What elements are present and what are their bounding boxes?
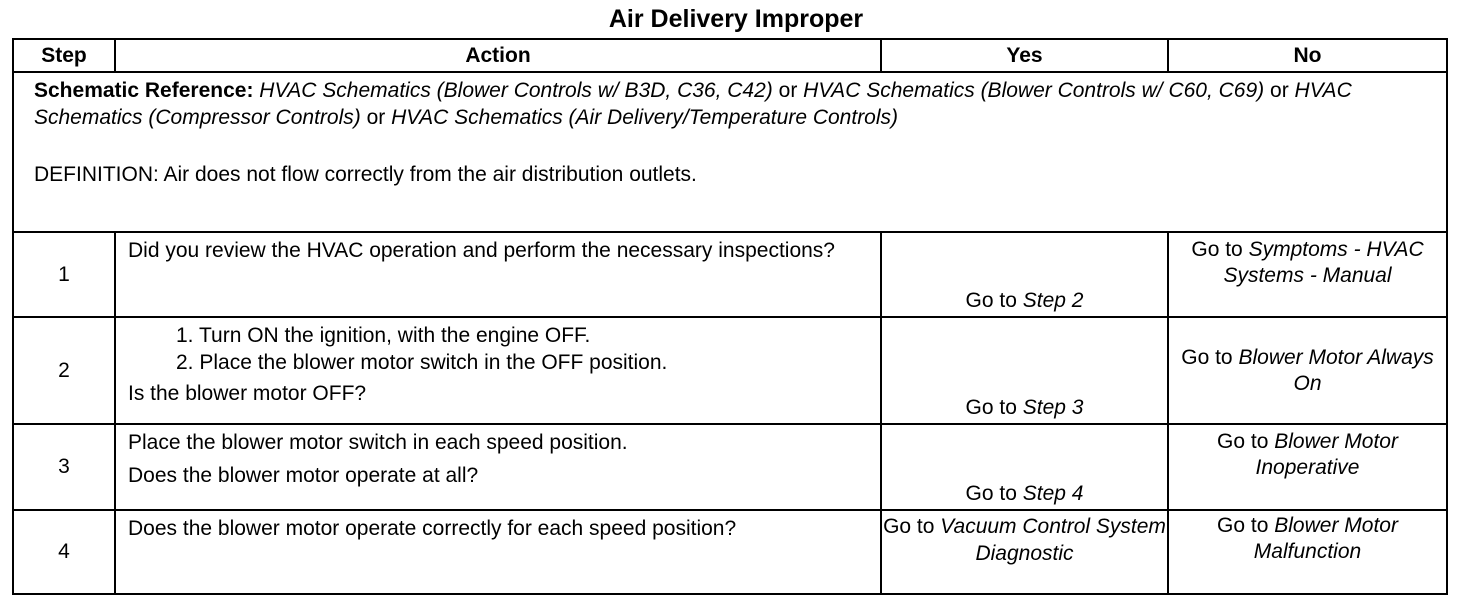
- action-header: Action: [115, 39, 881, 72]
- yes-cell: [881, 232, 1168, 317]
- action-text: Did you review the HVAC operation and perform the necessary inspections?: [115, 232, 881, 317]
- step-number: 1: [13, 232, 115, 317]
- yes-prefix: Go to: [965, 482, 1017, 505]
- no-prefix: Go to: [1181, 345, 1233, 369]
- definition-text: DEFINITION: Air does not flow correctly from the air distribution outlets.: [34, 163, 697, 186]
- page-title: Air Delivery Improper: [608, 5, 864, 33]
- step-header: Step: [13, 39, 115, 72]
- schematic-link-blower-c60[interactable]: HVAC Schematics (Blower Controls w/ C60, C69): [803, 79, 1265, 102]
- yes-header: Yes: [881, 39, 1168, 72]
- schematic-label: Schematic Reference:: [34, 79, 254, 102]
- yes-prefix: Go to: [965, 396, 1017, 419]
- substep-list: [128, 322, 868, 376]
- or-text: or: [366, 106, 386, 129]
- no-cell: [1168, 317, 1447, 424]
- step-row-3: [13, 424, 1447, 510]
- or-text: or: [1270, 79, 1289, 102]
- question-text: Is the blower motor OFF?: [128, 382, 367, 405]
- no-link-blower-always-on[interactable]: Blower Motor Always On: [1238, 345, 1434, 395]
- action-cell: [115, 317, 881, 424]
- header-row: [13, 39, 1447, 72]
- action-cell: [115, 424, 881, 510]
- yes-link-vacuum-control[interactable]: Vacuum Control System Diagnostic: [940, 515, 1166, 565]
- schematic-link-compressor[interactable]: HVAC Schematics (Compressor Controls): [34, 79, 1352, 129]
- schematic-reference: [34, 77, 1426, 131]
- no-prefix: Go to: [1191, 238, 1243, 261]
- step-number: 4: [13, 510, 115, 594]
- schematic-link-air-delivery[interactable]: HVAC Schematics (Air Delivery/Temperature Controls): [391, 106, 899, 129]
- step-row-4: [13, 510, 1447, 594]
- yes-cell: [881, 424, 1168, 510]
- yes-cell: [881, 317, 1168, 424]
- no-cell: [1168, 424, 1447, 510]
- instruction-text: Place the blower motor switch in each speed position.: [128, 431, 628, 454]
- question-text: Does the blower motor operate at all?: [128, 464, 479, 487]
- step-number: 3: [13, 424, 115, 510]
- yes-prefix: Go to: [883, 515, 935, 538]
- yes-prefix: Go to: [965, 289, 1017, 312]
- substep-1: 1. Turn ON the ignition, with the engine OFF.: [176, 324, 591, 347]
- no-header: No: [1168, 39, 1447, 72]
- schematic-link-blower-b3d[interactable]: HVAC Schematics (Blower Controls w/ B3D, C36, C42): [259, 79, 773, 102]
- yes-link-step-4[interactable]: Step 4: [1022, 482, 1084, 505]
- substep-2: 2. Place the blower motor switch in the OFF position.: [176, 351, 668, 374]
- no-link-symptoms[interactable]: Symptoms - HVAC Systems - Manual: [1223, 238, 1424, 287]
- yes-cell: [881, 510, 1168, 594]
- no-link-blower-inoperative[interactable]: Blower Motor Inoperative: [1255, 430, 1398, 479]
- action-text: Does the blower motor operate correctly for each speed position?: [115, 510, 881, 594]
- or-text: or: [778, 79, 798, 102]
- yes-link-step-2[interactable]: Step 2: [1022, 289, 1084, 312]
- step-row-2: [13, 317, 1447, 424]
- schematic-row: [13, 72, 1447, 232]
- diagnostic-table: [12, 38, 1448, 595]
- no-cell: [1168, 232, 1447, 317]
- no-prefix: Go to: [1217, 430, 1269, 453]
- yes-link-step-3[interactable]: Step 3: [1022, 396, 1084, 419]
- step-number: 2: [13, 317, 115, 424]
- no-prefix: Go to: [1217, 514, 1269, 537]
- no-cell: [1168, 510, 1447, 594]
- step-row-1: [13, 232, 1447, 317]
- no-link-blower-malfunction[interactable]: Blower Motor Malfunction: [1253, 514, 1398, 563]
- schematic-cell: [13, 72, 1447, 232]
